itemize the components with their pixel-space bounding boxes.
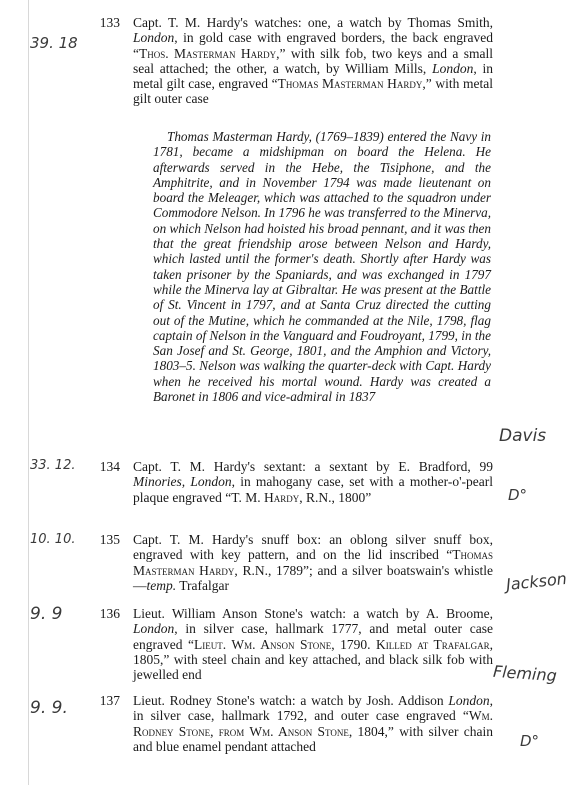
price-annotation: 33. 12. [30,458,76,473]
lot-number: 137 [99,693,120,708]
lot-title: Lieut. William Anson Stone's watch: [133,606,347,621]
lot-number: 133 [99,15,120,30]
lot-number: 134 [99,459,120,474]
lot-description: Capt. T. M. Hardy's watches: one, a watch by Thomas Smith, London, in gold case with engraved borders, the back engraved “Thos. Masterman Hardy,” with silk fob, two keys and a small seal attached; the other, a watch, by William Mills, London, in metal gilt case, engraved “Thomas Masterman Hardy,” with metal gilt outer case [133,15,493,107]
buyer-annotation: Fleming [492,661,558,686]
lot-number: 136 [99,606,120,621]
price-annotation: 9. 9. [30,698,68,718]
buyer-annotation: D° [508,486,528,504]
lot-title: Capt. T. M. Hardy's sextant: [133,459,306,474]
lot-description: Capt. T. M. Hardy's snuff box: an oblong silver snuff box, engraved with key pattern, and on the lid inscribed “Thomas Masterman Hardy, R.N., 1789”; and a silver boatswain's whistle—temp. Trafalgar [133,532,494,593]
page-edge-rule [28,0,29,785]
price-annotation: 10. 10. [30,532,76,547]
lot-description: Capt. T. M. Hardy's sextant: a sextant by E. Bradford, 99 Minories, London, in mahogany case, set with a mother-o'-pearl plaque engraved “T. M. Hardy, R.N., 1800” [133,459,493,505]
lot-title: Lieut. Rodney Stone's watch: [133,693,296,708]
buyer-annotation: Davis [499,426,547,446]
price-annotation: 9. 9 [30,604,63,624]
buyer-annotation: Jackson [505,568,568,595]
lot-number: 135 [99,532,120,547]
price-annotation: 39. 18 [30,34,78,52]
lot-description: Lieut. Rodney Stone's watch: a watch by Josh. Addison London, in silver case, hallmark 1792, and outer case engraved “Wm. Rodney Stone, from Wm. Anson Stone, 1804,” with silver chain and blue enamel pendant attached [133,693,493,754]
lot-historical-note: Thomas Masterman Hardy, (1769–1839) entered the Navy in 1781, became a midshipman on board the Helena. He afterwards served in the Hebe, the Tisiphone, and the Amphitrite, and in November 1794 was made lieutenant on board the Meleager, which was attached to the squadron under Commodore Nelson. In 1796 he was transferred to the Minerva, on which Nelson had hoisted his broad pennant, and it was then that the great friendship arose between Nelson and Hardy, which lasted until the former's death. Shortly after Hardy was taken prisoner by the Spaniards, and was exchanged in 1797 while the Minerva lay at Gibraltar. He was present at the Battle of St. Vincent in 1797, and at Santa Cruz directed the cutting out of the Mutine, which he commanded at the Nile, 1798, flag captain of Nelson in the Vanguard and Foudroyant, 1799, in the San Josef and St. George, 1801, and the Amphion and Victory, 1803–5. Nelson was walking the quarter-deck with Capt. Hardy when he received his mortal wound. Hardy was created a Baronet in 1806 and vice-admiral in 1837 [153,129,491,405]
lot-title: Capt. T. M. Hardy's watches: [133,15,302,30]
buyer-annotation: D° [520,732,540,750]
lot-description: Lieut. William Anson Stone's watch: a watch by A. Broome, London, in silver case, hallmark 1777, and metal outer case engraved “Lieut. Wm. Anson Stone, 1790. Killed at Trafalgar, 1805,” with steel chain and key attached, and black silk fob with jewelled end [133,606,494,683]
lot-title: Capt. T. M. Hardy's snuff box: [133,532,322,547]
